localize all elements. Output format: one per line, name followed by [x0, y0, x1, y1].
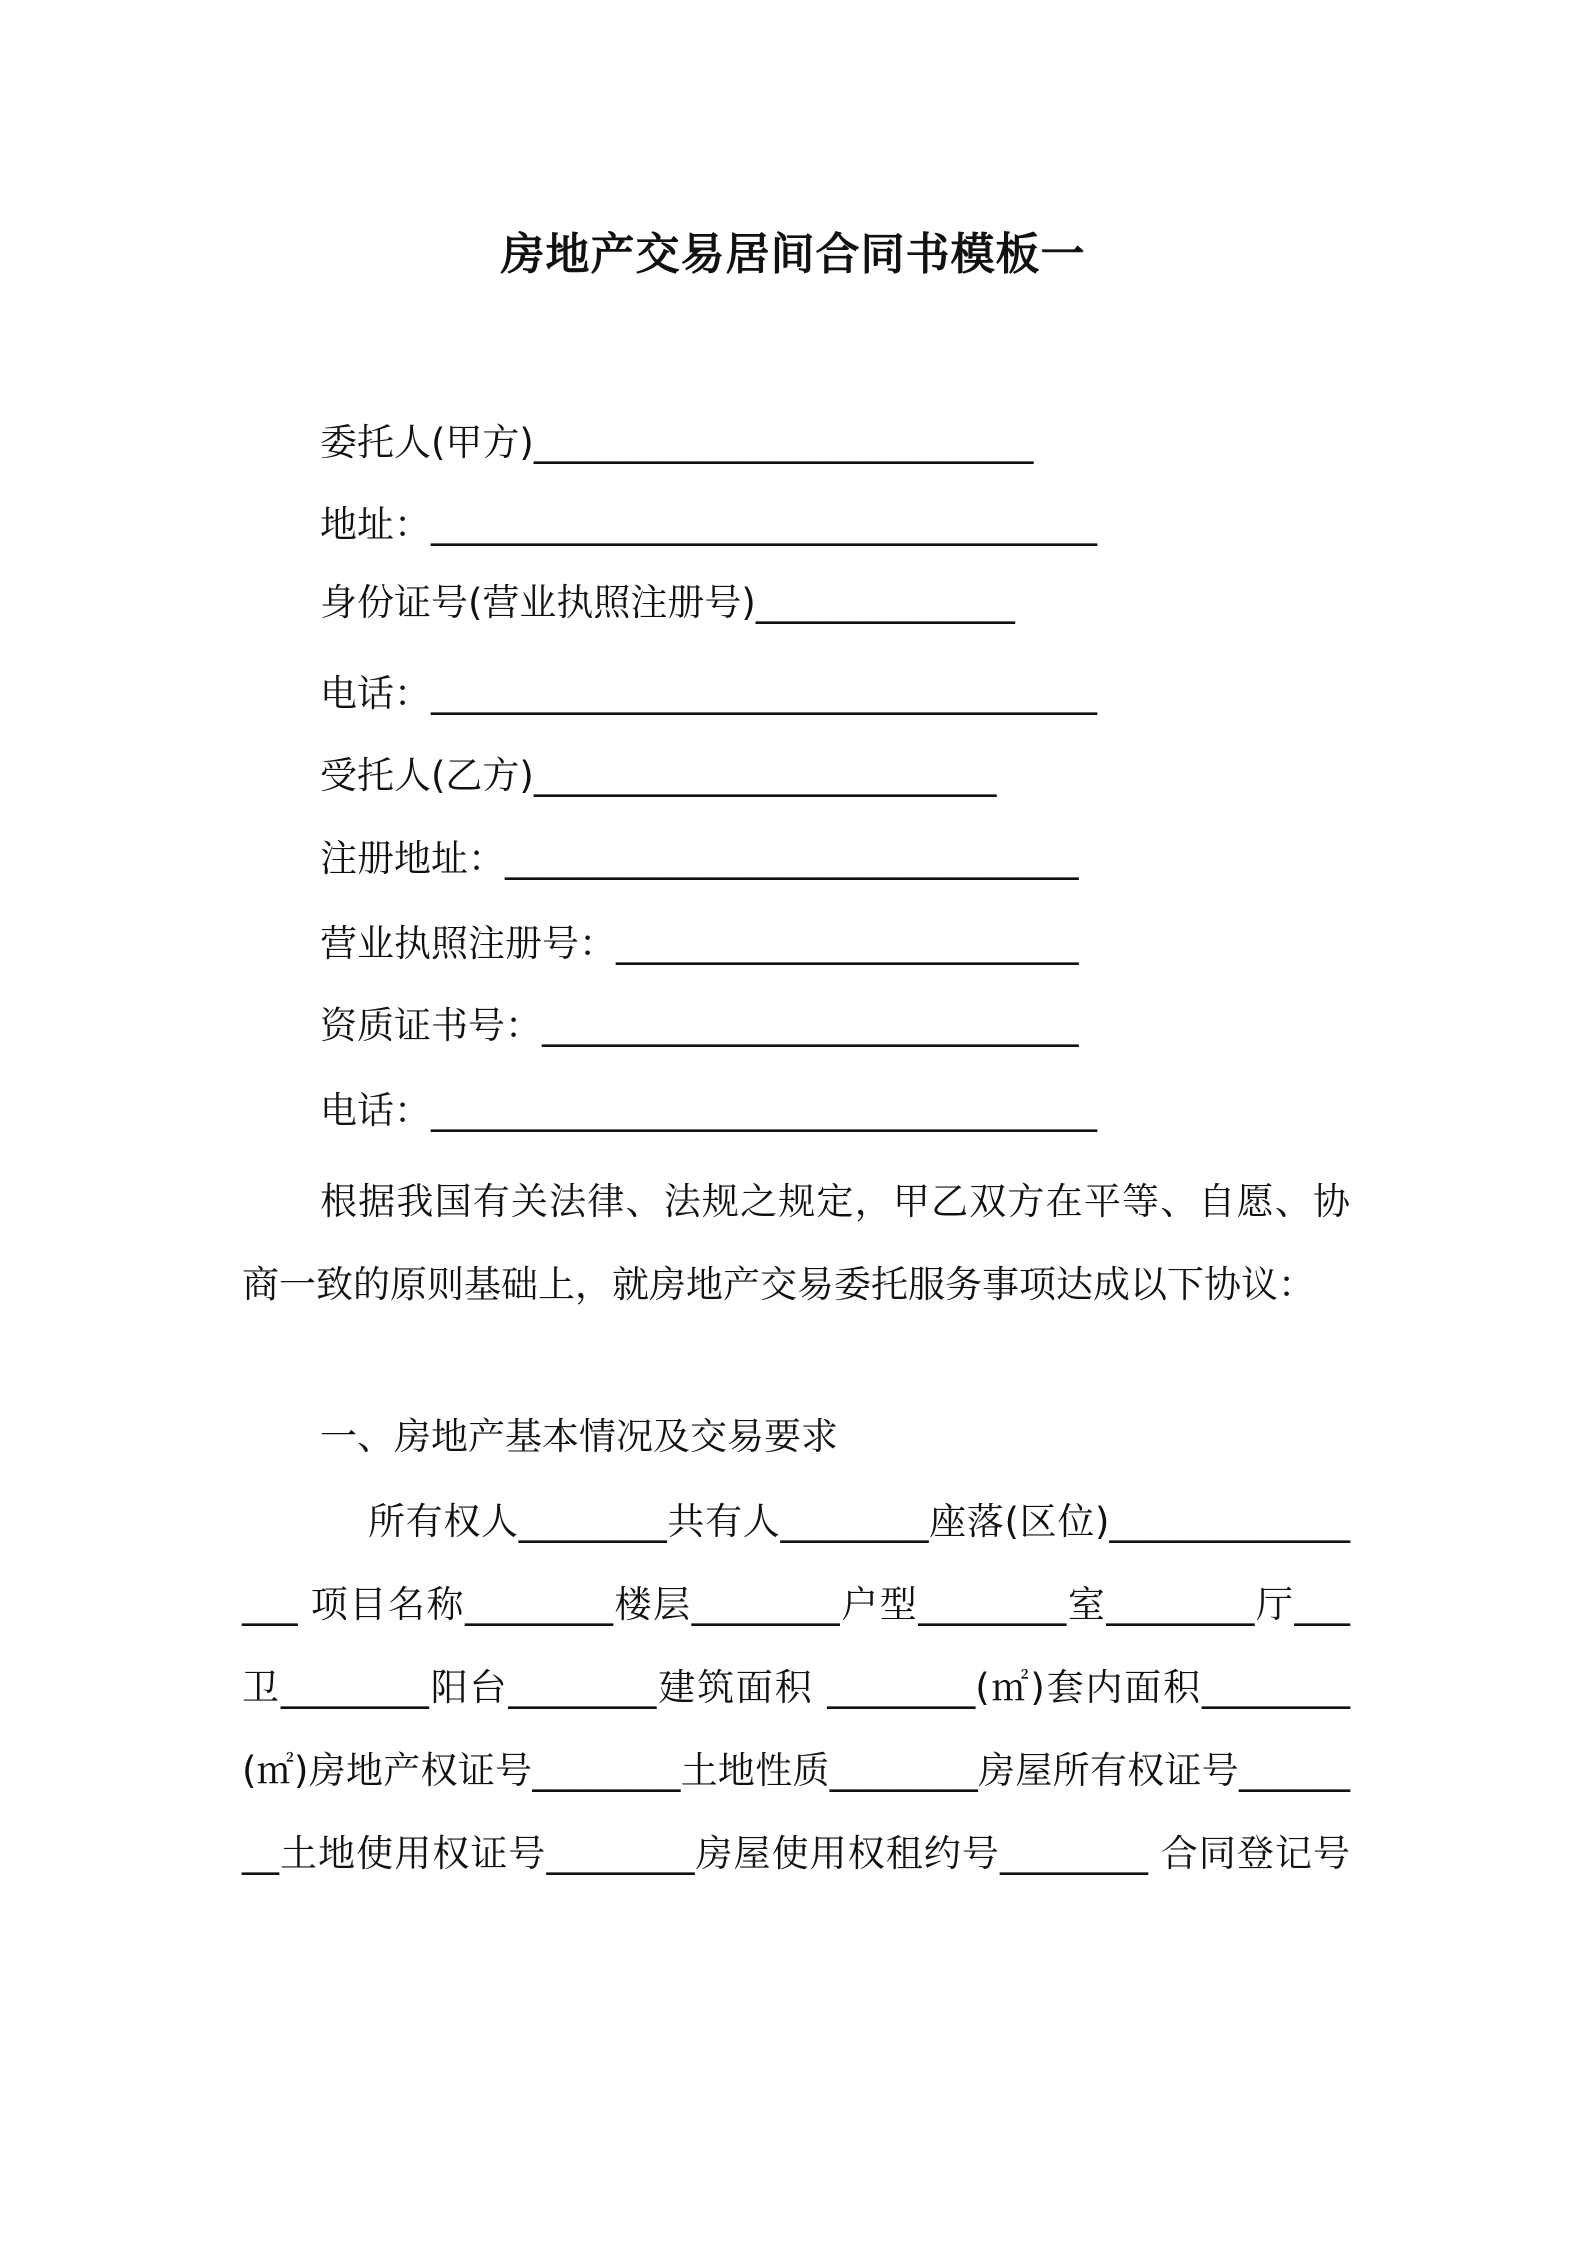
principal-party-a-field: 委托人(甲方)___________________________: [320, 421, 1034, 464]
agent-phone-field: 电话：____________________________________: [320, 1089, 1097, 1132]
agent-party-b-field: 受托人(乙方)_________________________: [320, 754, 997, 797]
section-1-body: 所有权人________共有人________座落(区位)________________ 项目名称________楼层________户型________室________厅___卫________阳台________建筑面积 ________(㎡)套内面积________(㎡)房地产权证号________土地性质________房屋所有权证号________土地使用权证号________房屋使用权租约号________ 合同登记号: [242, 1500, 1350, 1875]
agent-registered-address-field: 注册地址：_______________________________: [320, 837, 1079, 880]
agent-qualification-cert-field: 资质证书号：_____________________________: [320, 1004, 1079, 1047]
document-title: 房地产交易居间合同书模板一: [500, 229, 1086, 280]
principal-phone-field: 电话：____________________________________: [320, 672, 1097, 715]
principal-address-field: 地址：____________________________________: [320, 503, 1097, 546]
section-1-heading: 一、房地产基本情况及交易要求: [320, 1415, 838, 1458]
principal-id-number-field: 身份证号(营业执照注册号)______________: [320, 581, 1015, 624]
agent-business-license-field: 营业执照注册号：_________________________: [320, 922, 1079, 965]
intro-paragraph: 根据我国有关法律、法规之规定，甲乙双方在平等、自愿、协商一致的原则基础上，就房地产交易委托服务事项达成以下协议：: [242, 1180, 1350, 1306]
